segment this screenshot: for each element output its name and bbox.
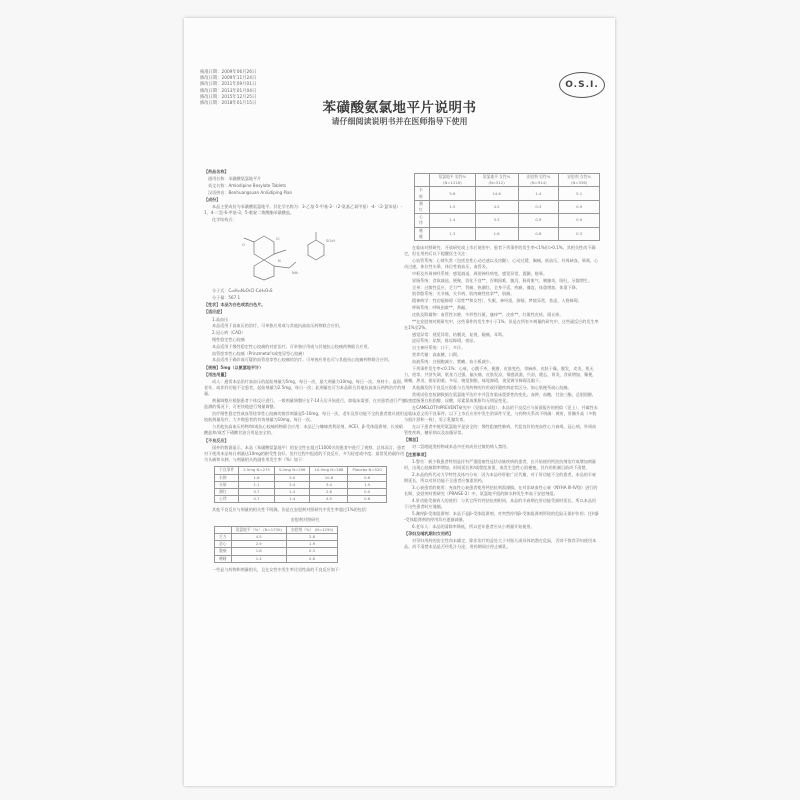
table-cell — [415, 174, 430, 187]
left-column — [204, 168, 406, 574]
table-cell: 1.4 — [518, 187, 559, 200]
section-heading: 【孕妇及哺乳期妇女用药】 — [404, 531, 454, 537]
paragraph: 对孕妇用药的安全性尚未确定，除非治疗的益处大于对胎儿或母体的潜在危险，否则不推荐孕妇使用本品。尚不清楚本品是否经乳汁分泌，用药期间应停止哺乳。 — [404, 538, 597, 550]
table-row — [415, 174, 600, 187]
table-cell: 4.5 — [310, 496, 348, 503]
table-cell: 1.5 — [430, 200, 475, 213]
table-cell: 0.8 — [518, 227, 559, 240]
paragraph: 营养代谢：高血糖，口渴。 — [412, 352, 462, 357]
table-cell: 1.9 — [286, 541, 337, 548]
paragraph: 汉语拼音：Benhuangsuan Anlüdiping Pian — [208, 189, 293, 195]
table-cell: 1.4 — [430, 214, 475, 227]
table-cell: 1.6 — [475, 227, 518, 240]
paragraph: 一些显与药物和剂量相关，且在女性中发生率比男性高的不良反应如下： — [212, 566, 343, 572]
table-cell: 潮红 — [415, 200, 430, 213]
section-heading: 【不良反应】 — [204, 437, 229, 443]
table-cell: 不良事件 — [215, 467, 239, 474]
paragraph: 6.老年人：本品的清除率降低，所以老年患者应从小剂量开始使用。 — [412, 523, 535, 529]
table-row — [215, 474, 387, 481]
table-cell: 1.4 — [231, 555, 286, 562]
svg-text:O: O — [242, 243, 245, 247]
table-cell: 1.4 — [274, 496, 310, 503]
revision-line: 修改日期：2013年01月04日 — [200, 88, 257, 94]
paragraph: 2.本品的药代动力学特性及体内分布：因为本品经肝脏广泛代谢，对于肝功能不全的患者，本品的半衰期延长，所以对肝功能不全患者应慎重用药。 — [404, 471, 597, 484]
table-cell: 10.8 — [310, 474, 348, 481]
table-cell: 0.9 — [559, 200, 600, 213]
paragraph: 中枢及外周神经系统：感觉减退，周围神经病变，感觉异常，震颤，眩晕。 — [412, 271, 548, 277]
section-heading: 【性状】本品为白色或类白色片。 — [204, 302, 266, 308]
table-row — [415, 200, 600, 213]
paragraph: 与其他抗高血压药物和/或抗心绞痛药物联合应用：本品已与噻嗪类利尿剂、ACEI、β-受体阻滞剂、长效硝酸盐和/或舌下硝酸甘油合用是安全的。 — [204, 424, 403, 436]
paragraph: 皮肤及附属物：血管性水肿，多形性红斑，瘙痒**，皮疹**，红斑性皮疹，斑丘疹。 — [412, 311, 564, 317]
table-cell: 1.4 — [274, 489, 310, 496]
table-row — [215, 467, 387, 474]
table-cell: 14.6 — [475, 187, 518, 200]
table-row — [215, 526, 338, 533]
paragraph: **在安慰剂对照研究中，这些事件的发生率小于1%，但是在所有多剂量的研究中，这些副反应的发生率在1%至2%。 — [404, 318, 599, 330]
table-cell: 氨氯地平（%） (N=1730) — [231, 526, 286, 533]
table-cell: 头晕 — [215, 481, 239, 488]
table-cell: 2.5mg N=275 — [239, 467, 275, 474]
table-row — [415, 227, 600, 240]
section-heading: 【成份】 — [204, 197, 221, 202]
table-cell: 0.6 — [348, 496, 386, 503]
revision-line: 修改日期：2015年12月25日 — [200, 94, 257, 100]
paragraph: 本品适用于确诊或可疑的血管痉挛性心绞痛的治疗。可单独应用也可与其他抗心绞痛药物联合应用。 — [212, 357, 393, 363]
paragraph: 在CAMELOT和PREVENT研究中（见临床试验），本品的不良反应与前面报告的相似（见上），并属性未是临床意义的不良事件。以下上市后应用中发生的事件罕见，与药物关系尚不明确：黄疸，肝酶升高（多数与胆汁淤积一致），男子乳腺发育。 — [404, 404, 598, 422]
placebo-controlled-table — [214, 526, 338, 563]
paragraph: 国外的数据显示，本品（苯磺酸氨氯地平）的安全性在超过11000名的患者中进行了观察。总体而言，患者对于使用本品每日剂量达10mg的耐受性良好。治疗过程中报道的不良反应，多为轻度或中度。最常见的副作用为头痛和水肿。与剂量相关的副作用发生率（%）如下： — [204, 444, 406, 463]
table-cell: 3.3 — [475, 214, 518, 227]
table-cell: 潮红 — [215, 489, 239, 496]
table-cell: 0.6 — [286, 555, 337, 562]
table-row — [215, 481, 387, 488]
table-cell: 0.6 — [348, 474, 386, 481]
table-cell: 1.6 — [231, 548, 286, 555]
paragraph: 呼吸系统：呼吸困难**，鼻衄。 — [412, 305, 470, 311]
paragraph: 泌尿系统：尿频，排尿障碍，夜尿。 — [412, 338, 478, 344]
table-cell: 水肿 — [215, 474, 239, 481]
paragraph: 胃肠系统：食欲减退，便秘，消化不良**，吞咽困难，腹泻，肠胃胀气，胰腺炎，呕吐，牙龈增生。 — [412, 277, 593, 283]
section-heading: 【规格】5mg（以氨氯地平计） — [204, 364, 264, 370]
table-row — [215, 496, 387, 503]
table-cell: 0.9 — [518, 214, 559, 227]
table-cell: 2.9 — [231, 541, 286, 548]
paragraph: 自主神经系统：口干，多汗。 — [412, 345, 466, 351]
table-cell: 3.4 — [310, 481, 348, 488]
document-title: 苯磺酸氨氯地平片说明书 — [322, 100, 477, 116]
paragraph: 其他不良反应与剂量的相关性不明确，但是在安慰剂对照研究中发生率超过1%的包括： — [212, 507, 370, 513]
paragraph: 精神病学：性功能障碍（男性**和女性），失眠，神经质，抑郁，梦境异常，焦虑，人格障碍。 — [412, 298, 582, 304]
table-cell: 0.3 — [559, 227, 600, 240]
svg-text:N: N — [278, 259, 281, 263]
table-cell: 4.5 — [475, 200, 518, 213]
revision-line: 修改日期：2011年09月01日 — [200, 82, 257, 88]
dose-adverse-events-table — [214, 466, 387, 503]
table-cell: 2.8 — [286, 534, 337, 541]
table-row — [215, 555, 338, 562]
table-cell: 5.6 — [430, 187, 475, 200]
table-cell: 氨氯地平 女性% (N=512) — [475, 174, 518, 187]
paragraph: 1.警告：极少数患者特别是伴有严重阻塞性冠状动脉疾病的患者，在开始使用钙拮抗剂治疗或增加剂量时，出现心绞痛频率增加，时间延长和/或程度加重，或发生急性心肌梗塞，其作用机制目前尚不清楚。 — [404, 458, 597, 471]
table-cell: 10.0mg N=268 — [310, 467, 348, 474]
paragraph: 本品适用于高血压的治疗。可单独应用或与其他抗高血压药物联合应用。 — [212, 323, 343, 329]
paragraph: 治疗慢性稳定性或血管痉挛性心绞痛的推荐剂量是5-10mg，每日一次，老年及肝功能不全的患者建议使用较低剂量治疗。大多数患者的有效剂量为10mg，每日一次。 — [204, 411, 404, 423]
table-cell: Placebo N=520 — [348, 467, 386, 474]
table-cell: 3.0 — [274, 474, 310, 481]
table-cell: 0.0 — [348, 489, 386, 496]
section-heading: 【注意事项】 — [404, 451, 429, 457]
table-cell: 水肿 — [415, 187, 430, 200]
table-cell — [215, 526, 232, 533]
revision-line: 核准日期：2009年06月26日 — [200, 70, 257, 75]
svg-text:SO₃H: SO₃H — [326, 239, 336, 243]
table-cell: 1.5 — [348, 481, 386, 488]
table-row — [215, 534, 338, 541]
paragraph: 成人：通常本品治疗高血压的起始剂量为5mg，每日一次，最大剂量为10mg，每日一次。身材小、虚弱、老年、或伴肝功能不全患者，起始剂量为2.5mg，每日一次；此剂量也可为本品联合其他抗高血压药物治疗的剂量。 — [204, 379, 406, 397]
paragraph: 本品适用于慢性稳定性心绞痛的对症治疗。可单独应用或与其他抗心绞痛药物联合应用。 — [212, 343, 372, 349]
paragraph: 在以下患者中使用氨氯地平是安全的：慢性阻塞性肺病，代偿良好的充血性心力衰竭，冠心病，外周血管性疾病，糖尿病以及血脂异常。 — [404, 423, 597, 435]
section-heading: 【用法用量】 — [204, 371, 229, 377]
table-caption: 安慰剂对照研究 — [290, 516, 320, 522]
table-cell: 安慰剂 男性% (N=914) — [518, 174, 559, 187]
table-cell: 0.7 — [239, 489, 275, 496]
section-heading: 【适应症】 — [204, 309, 225, 315]
table-cell: 恶心 — [215, 541, 232, 548]
paragraph: 心血管系统：心律失常（包括室性心动过速以及房颤），心动过缓，胸痛，低血压，外周缺血，晕厥，心动过速，体位性头晕，体位性低血压，血管炎。 — [404, 258, 599, 270]
chemical-structure-image — [234, 228, 354, 282]
svg-text:NH₂: NH₂ — [292, 271, 299, 275]
table-cell: 0.9 — [559, 214, 600, 227]
table-cell: 嗜睡 — [215, 555, 232, 562]
gender-adverse-events-table — [414, 173, 600, 241]
table-cell: 嗜睡 — [415, 227, 430, 240]
brand-logo: O.S.I. — [559, 72, 605, 98]
table-cell: 心悸 — [215, 496, 239, 503]
paragraph: 分子量：567.1 — [212, 295, 241, 300]
paragraph: 肌骨骼系统：关节痛，关节病，肌肉痛性痉挛**，肌痛。 — [412, 291, 515, 297]
paragraph: 分子式：C₂₀H₂₅N₂O₅Cl·C₆H₆O₃S — [212, 288, 273, 294]
table-cell: 3.4 — [274, 481, 310, 488]
paragraph: 常规试验室检测数据在氨氯地平治疗中并没有临床重要性的变化。血钾，血糖，甘油三酯，总胆固醇，高密度脂蛋白胆固醇，尿酸，尿素氮或肌酐均无明显变化。 — [404, 391, 597, 403]
table-cell: 2.6 — [310, 489, 348, 496]
svg-text:Cl: Cl — [276, 237, 280, 241]
paragraph: 下列事件发生率<0.1%：心衰，心跳不齐，便溏，皮肤变色，荨麻疹，皮肤干燥，脱发，皮炎，肌无力，痉挛，共济失调，肌张力过强，偏头痛，皮肤发凉，情感淡漠，兴奋，健忘，胃炎，食欲增加，稀便，咳嗽，鼻炎，排尿困难，多尿，嗅觉倒错，味觉障碍，视觉调节障碍及眼干。 — [404, 365, 597, 383]
table-cell: 安慰剂（%） (N=1250) — [286, 526, 337, 533]
table-cell: 0.7 — [239, 496, 275, 503]
right-column — [404, 170, 600, 551]
table-cell: 安慰剂 女性% (N=336) — [559, 174, 600, 187]
table-row — [215, 541, 338, 548]
paragraph: 剂量调整应根据患者个体反应进行。一般剂量调整应在7-14天后开始进行，如临床需要，在对患者进行严密监测的情况下，可更快地进行剂量调整。 — [204, 398, 406, 410]
section-heading: 【禁忌】 — [404, 437, 421, 443]
table-cell: 乏力 — [215, 534, 232, 541]
paragraph: 其他偶发的不良反应很难与合用药物的作用或伴随疾病症状区分。如心肌梗死或心绞痛。 — [412, 384, 572, 390]
document-subtitle: 请仔细阅读说明书并在医师指导下使用 — [331, 117, 468, 126]
paragraph: 英文名称：Amlodipine Besylate Tablets — [208, 183, 287, 188]
revision-line: 修改日期：2009年11月24日 — [200, 76, 257, 82]
paragraph: 3.心衰患者的使用：充血性心衰患者使用钙拮抗剂需谨慎。在对非缺血性心衰（NYHA III-IV级）进行的长期、安慰剂对照研究（PRAISE-2）中，氨氯地平组的肺水肿发生率高于安慰剂组。 — [404, 484, 598, 497]
paragraph: 2.冠心病（CAD） — [212, 330, 246, 336]
paragraph: 血液系统：白细胞减少，紫癜，血小板减少。 — [412, 358, 494, 364]
table-row — [215, 548, 338, 555]
paragraph: 4.肝功能受损病人的使用：与其它所有钙拮抗剂相同，本品的半衰期在肝功能受损时延长，所以本品用于这些患者时应谨慎。 — [404, 497, 597, 510]
paragraph: 化学结构式： — [212, 217, 237, 223]
revision-line: 修改日期：2018年01月15日 — [200, 101, 257, 107]
paragraph: 全身：过敏性反应，乏力**，背痛，热潮红，全身不适，疼痛，僵直，体重增加，体重下降。 — [412, 284, 580, 290]
table-row — [415, 187, 600, 200]
table-cell: 1.1 — [239, 481, 275, 488]
table-cell: 0.3 — [518, 200, 559, 213]
table-cell: 1.8 — [239, 474, 275, 481]
table-cell: 心悸 — [415, 214, 430, 227]
paragraph: 1.高血压 — [212, 316, 229, 322]
table-cell: 5.1 — [559, 187, 600, 200]
leaflet-sheet — [184, 18, 615, 786]
paragraph: 对二氢吡啶类药物或本品中任何成份过敏的病人禁用。 — [412, 444, 511, 450]
table-cell: 氨氯地平 男性% (N=1218) — [430, 174, 475, 187]
paragraph: 血管痉挛性心绞痛（Prinzmetal's或变异型心绞痛） — [212, 350, 307, 356]
paragraph: 本品主要成份为苯磺酸氨氯地平。其化学名称为：3-乙基-5-甲基-2-（2-氨基乙氧甲基）-4-（2-氯苯基）-1，4-二氢-6-甲基-3，5-吡啶二羧酸酯苯磺酸盐。 — [204, 204, 403, 216]
paragraph: 在临床对照研究、开放研究或上市后使用中，患者下列事件的发生率<1%但>0.1%，其相关性尚不确定，但在用药后以下提醒医生关注： — [404, 245, 596, 257]
paragraph: 通用名称：苯磺酸氨氯地平片 — [208, 176, 262, 182]
table-cell: 0.3 — [286, 548, 337, 555]
table-row — [415, 214, 600, 227]
section-heading: 【药品名称】 — [204, 169, 229, 174]
table-row — [215, 489, 387, 496]
paragraph: 感觉异常：视觉异常，结膜炎，复视，眼痛，耳鸣。 — [412, 331, 507, 337]
table-cell: 腹痛 — [215, 548, 232, 555]
table-cell: 4.5 — [231, 534, 286, 541]
paragraph: 慢性稳定性心绞痛 — [212, 337, 245, 342]
table-cell: 1.3 — [430, 227, 475, 240]
table-cell: 5.0mg N=296 — [274, 467, 310, 474]
paragraph: 5.骤停β-受体阻滞剂：本品不是β-受体阻滞剂，对突然停用β-受体阻滞剂所致的危险无保护作用；任何β-受体阻滞剂的停用均应逐渐减量。 — [404, 510, 599, 523]
